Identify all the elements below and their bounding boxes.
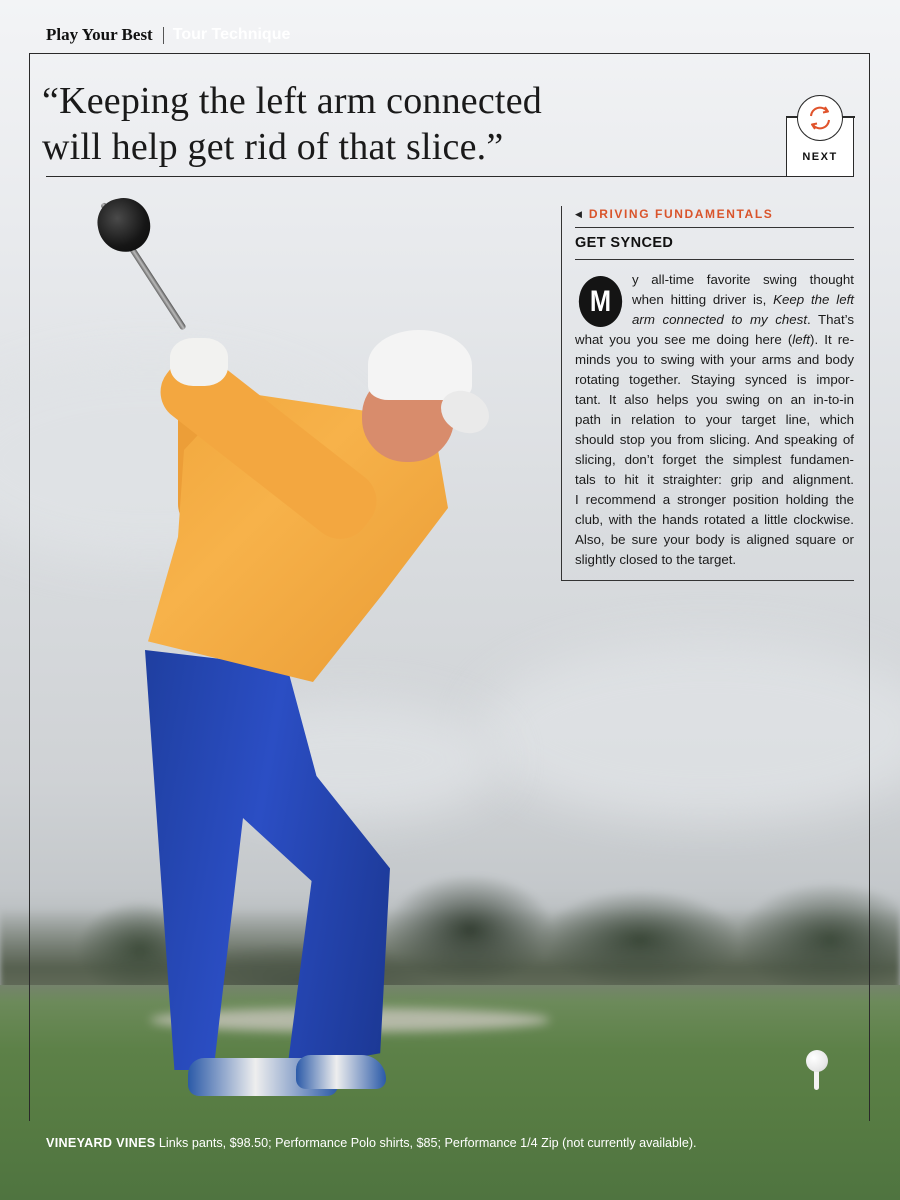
next-button[interactable] (786, 116, 854, 177)
sidebar-kicker[interactable] (575, 206, 773, 222)
body-line: slightly closed to the target. (575, 552, 737, 567)
sidebar-body-text (575, 270, 854, 570)
sidebar-panel (561, 206, 854, 581)
body-line: arm connected to my chest. That’s (632, 312, 854, 327)
body-line: y all-time favorite swing thought (632, 272, 854, 287)
back-arrow-icon[interactable]: ◀ (575, 208, 582, 219)
next-label: NEXT (802, 151, 838, 163)
body-line: slicing, don’t forget the simplest fundamen- (575, 452, 854, 467)
kicker-rule (575, 227, 854, 228)
refresh-cycle-icon (805, 103, 835, 133)
caption-text: Links pants, $98.50; Performance Polo shirts, $85; Performance 1/4 Zip (not currently available). (155, 1136, 697, 1150)
pull-quote-line-2: will help get rid of that slice.” (42, 126, 504, 168)
sidebar-left-rule (561, 206, 562, 581)
photo-credit-caption (46, 1136, 697, 1150)
body-line: I recommend a stronger position holding the (575, 492, 854, 507)
pull-quote-line-1: “Keeping the left arm connected (42, 80, 542, 122)
golfer-glove (170, 338, 228, 386)
body-line: when hitting driver is, Keep the left (632, 292, 855, 307)
body-line: tals to hit it straighter: grip and alignment. (575, 472, 854, 487)
golf-ball (806, 1050, 828, 1072)
frame-left-rule (29, 53, 30, 1121)
body-line: should stop you from slicing. And speaking of (575, 432, 854, 447)
section-header (46, 24, 290, 46)
golfer-cap (368, 330, 472, 400)
pull-quote (42, 78, 722, 170)
drop-cap: M (579, 276, 622, 327)
sidebar-bottom-rule (561, 580, 854, 581)
header-divider (163, 27, 164, 44)
frame-top-rule (29, 53, 870, 54)
body-line: Also, be sure your body is aligned square or (575, 532, 854, 547)
golfer-shoe-right (296, 1055, 386, 1089)
section-name[interactable]: Play Your Best (46, 25, 153, 44)
frame-right-rule (869, 53, 870, 1121)
body-line: club, with the hands rotated a little clockwise. (575, 512, 854, 527)
kicker-label: DRIVING FUNDAMENTALS (588, 207, 774, 221)
next-icon-circle[interactable] (797, 95, 843, 141)
sidebar-title: GET SYNCED (575, 235, 674, 251)
body-line: tant. It also helps you swing on an in-to-in (575, 392, 854, 407)
body-line: path in relation to your target line, which (575, 412, 854, 427)
golf-tee (814, 1070, 819, 1090)
quote-underline-rule (46, 176, 854, 177)
subsection-name[interactable]: Tour Technique (172, 26, 291, 43)
body-line: rotating together. Staying synced is impor- (575, 372, 854, 387)
title-rule (575, 259, 854, 260)
caption-brand: VINEYARD VINES (46, 1136, 156, 1150)
body-line: minds you to swing with your arms and body (575, 352, 854, 367)
body-line: what you you see me doing here (left). It re- (575, 332, 855, 347)
